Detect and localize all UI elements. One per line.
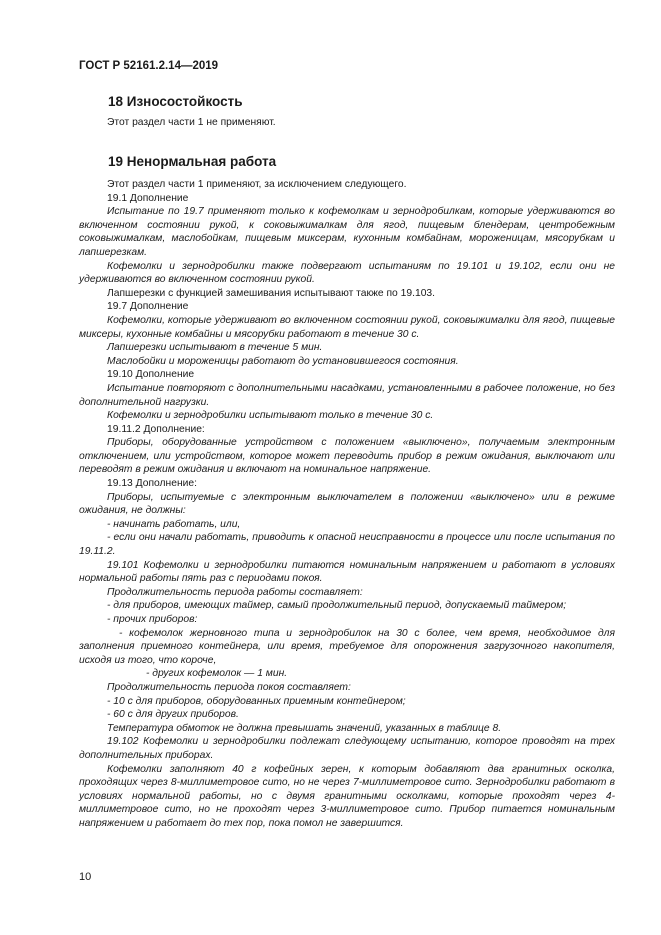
paragraph: Испытание по 19.7 применяют только к кофемолкам и зернодробилкам, которые удерживаются во включенном состоянии рукой, к соковыжималкам для ягод, пищевым блендерам, центробежным соковыжималкам, маслобойкам, пищевым миксерам, кухонным комбайнам, мороженицам, мясорубкам и лапшерезкам. (79, 206, 615, 258)
paragraph: Кофемолки и зернодробилки также подвергают испытаниям по 19.101 и 19.102, если они не удерживаются во включенном состоянии рукой. (79, 260, 615, 286)
subsection-heading: 19.7 Дополнение (107, 301, 189, 313)
list-item: - других кофемолок — 1 мин. (146, 668, 288, 680)
paragraph: Кофемолки заполняют 40 г кофейных зерен, к которым добавляют два гранитных осколка, проходящих через 8-миллиметровое сито, но не через 7-миллиметровое сито. Зернодробилки работают в условиях нормальной работы, но с двумя гранитными осколками, которые проходят через 4-миллиметровое сито, но не проходят через 3-миллиметровое сито. Прибор питается номинальным напряжением и работает до тех пор, пока помол не завершится. (79, 763, 615, 829)
list-item: - начинать работать, или, (107, 518, 241, 530)
paragraph: 19.101 Кофемолки и зернодробилки питаются номинальным напряжением и работают в условиях нормальной работы пять раз с периодами покоя. (79, 559, 615, 585)
subsection-heading: 19.10 Дополнение (107, 369, 195, 381)
standard-header: ГОСТ Р 52161.2.14—2019 (79, 60, 219, 72)
paragraph: Температура обмоток не должна превышать значений, указанных в таблице 8. (107, 722, 502, 734)
section-19-title: 19 Ненормальная работа (108, 154, 277, 169)
paragraph: Кофемолки и зернодробилки испытывают только в течение 30 с. (107, 410, 434, 422)
paragraph: Этот раздел части 1 применяют, за исключением следующего. (107, 179, 407, 190)
list-item: - кофемолок жерновного типа и зернодробилок на 30 с более, чем время, необходимое для заполнения приемного контейнера, или время, требуемое для опорожнения загрузочного накопителя, исходя из того, что короче, (79, 627, 615, 666)
section-19-body (79, 178, 615, 831)
subsection-heading: 19.11.2 Дополнение: (107, 423, 205, 435)
paragraph: Лапшерезки с функцией замешивания испытывают также по 19.103. (107, 287, 436, 299)
section-18-title: 18 Износостойкость (108, 94, 243, 109)
list-item: - прочих приборов: (107, 614, 198, 625)
paragraph: Продолжительность периода покоя составляет: (107, 681, 351, 693)
paragraph: Испытание повторяют с дополнительными насадками, установленными в рабочее положение, но без дополнительной нагрузки. (79, 382, 615, 408)
paragraph: Этот раздел части 1 не применяют. (107, 117, 276, 128)
subsection-heading: 19.13 Дополнение: (107, 478, 197, 490)
paragraph: Продолжительность периода работы составляет: (107, 586, 363, 598)
paragraph: Приборы, испытуемые с электронным выключателем в положении «выключено» или в режиме ожидания, не должны: (79, 491, 615, 517)
list-item: - если они начали работать, приводить к опасной неисправности в процессе или после испытания по 19.11.2. (79, 532, 615, 558)
paragraph: Приборы, оборудованные устройством с положением «выключено», получаемым электронным отключением, или устройством, которое может переводить прибор в режим ожидания, выключают или переводят в режим ожидания и включают на номинальное напряжение. (79, 437, 615, 476)
paragraph: Лапшерезки испытывают в течение 5 мин. (107, 342, 323, 354)
list-item: - 60 с для других приборов. (107, 709, 239, 721)
section-18-body (79, 116, 615, 130)
paragraph: 19.102 Кофемолки и зернодробилки подлежат следующему испытанию, которое проводят на трех дополнительных приборах. (79, 736, 615, 761)
paragraph: Кофемолки, которые удерживают во включенном состоянии рукой, соковыжималки для ягод, пищевые миксеры, кухонные комбайны и мясорубки работают в течение 30 с. (79, 314, 615, 340)
paragraph: Маслобойки и мороженицы работают до установившегося состояния. (107, 355, 459, 367)
list-item: - для приборов, имеющих таймер, самый продолжительный период, допускаемый таймером; (107, 600, 567, 612)
list-item: - 10 с для приборов, оборудованных приемным контейнером; (107, 695, 406, 707)
page-number: 10 (79, 871, 92, 883)
subsection-heading: 19.1 Дополнение (107, 192, 189, 204)
